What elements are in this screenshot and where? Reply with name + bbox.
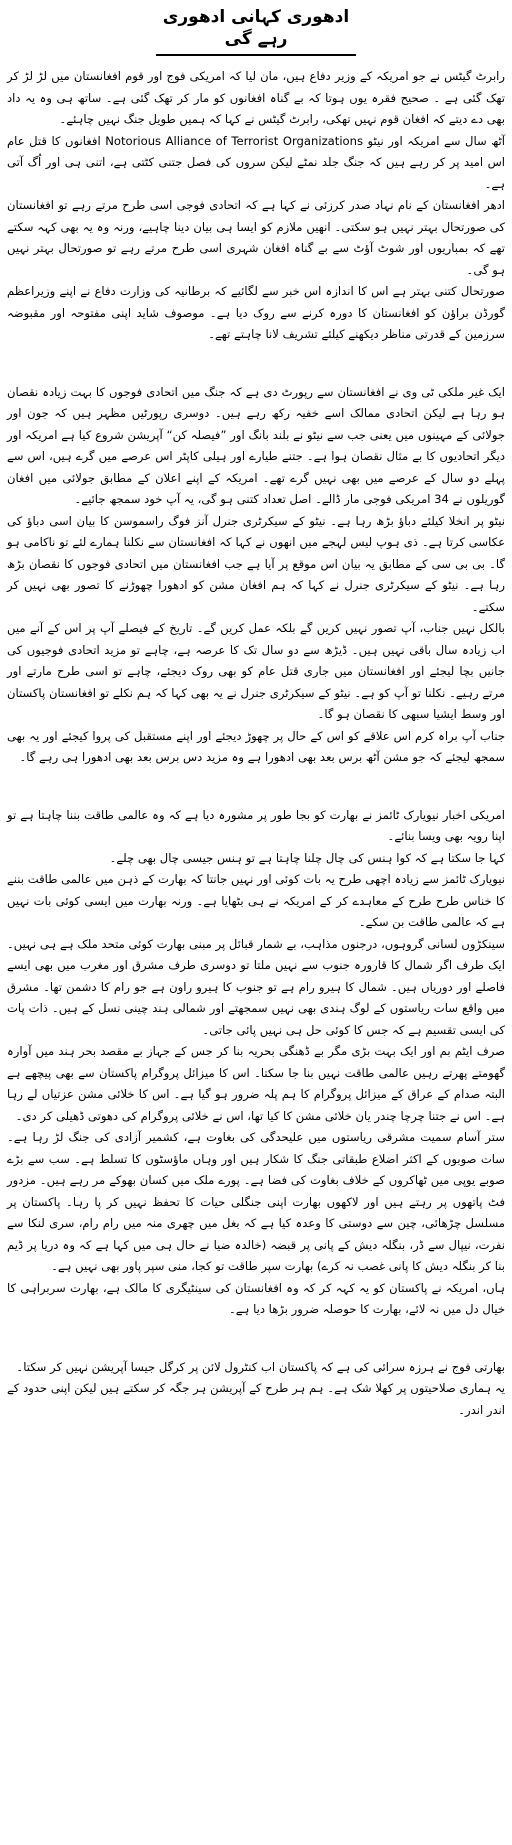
paragraph: رابرٹ گیٹس نے جو امریکہ کے وزیر دفاع ہیں، مان لیا کہ امریکی فوج اور قوم افغانستان میں لڑ لڑ کر تھک گئی ہے ۔ صحیح فقرہ یوں ہوتا کہ بے گناہ افغانوں کو مار کر تھک گئی ہے۔ ساتھ ہی وہ یہ داد بھی دے دیتے کہ افغان قوم نہیں تھکی، رابرٹ گیٹس نے کہا کہ ہمیں طویل جنگ نہیں چاہئے۔ xyxy=(7,69,505,126)
paragraph: آٹھ سال سے امریکہ اور نیٹو Notorious Alliance of Terrorist Organizations افغانوں کا قتل عام اس امید پر کر رہے ہیں کہ جنگ جلد نمٹے لیکن سروں کی فصل جتنی کٹتی ہے، اتنی ہی اور اُگ آتی ہے۔ xyxy=(7,133,505,191)
paragraph: صرف ایٹم بم اور ایک بہت بڑی مگر بے ڈھنگی بحریہ بنا کر جس کے جہاز بے مقصد بحر ہند میں آوارہ گھومتے پھرتے رہیں عالمی طاقت نہیں بنا جا سکتا۔ اس کا میزائل پروگرام پاکستان سے بھی پیچھے ہے البتہ صدام کے عراق کے میزائل پروگرام کا ہم پلہ ضرور ہو گیا ہے۔ اس کا خلائی مشن عزتیاں لے رہا ہے۔ اس نے جتنا چرچا چندر یان خلائی مشن کا کیا تھا، اس نے خلائی پروگرام کی دھوتی ڈھیلی کر دی۔ xyxy=(7,1044,505,1123)
section-3-india xyxy=(7,805,505,1321)
paragraph: کہا جا سکتا ہے کہ کوا ہنس کی چال چلنا چاہتا ہے تو ہنس جیسی چال بھی چلے۔ xyxy=(109,850,505,865)
paragraph: بالکل نہیں جناب، آپ تصور نہیں کریں گے بلکہ عمل کریں گے۔ تاریخ کے فیصلے آپ پر اس کے آنے میں اب زیادہ سال باقی نہیں ہیں۔ ڈیڑھ سے دو سال تک کا عرصہ ہے، چاہے تو مزید اتحادی فوجیوں کی جانیں بچا لیجئے اور افغانستان میں جاری قتل عام کو بھی روک دیجئے، چاہے تو اسی طرح مارتے اور مرتے رہیے۔ نکلنا تو آپ کو ہے۔ نیٹو کے سیکرٹری جنرل نے یہ بھی کہا کہ ہم نکلے تو افغانستان پاکستان اور وسط ایشیا سبھی کا نقصان ہو گا۔ xyxy=(7,621,505,721)
paragraph: امریکی اخبار نیویارک ٹائمز نے بھارت کو بجا طور پر مشورہ دیا ہے کہ وہ عالمی طاقت بننا چاہتا ہے تو اپنا رویہ بھی ویسا بنائے۔ xyxy=(7,807,505,843)
paragraph: بھارتی فوج نے ہرزہ سرائی کی ہے کہ پاکستان اب کنٹرول لائن پر کرگل جیسا آپریشن نہیں کر سکتا۔ xyxy=(16,1359,505,1374)
paragraph: یہ ہماری صلاحیتوں پر کھلا شک ہے۔ ہم ہر طرح کے آپریشن ہر جگہ کر سکتے ہیں لیکن اپنی حدود کے اندر اندر۔ xyxy=(7,1381,505,1417)
section-1-afghan-war xyxy=(7,66,505,346)
paragraph: سینکڑوں لسانی گروہوں، درجنوں مذاہب، بے شمار قبائل پر مبنی بھارت کوئی متحد ملک ہے ہی نہیں۔ ایک طرف اگر شمال کا قارورہ جنوب سے نہیں ملتا تو دوسری طرف مشرق اور مغرب میں بھی ایسے فاصلے اور دوریاں ہیں۔ شمال کا ہیرو رام ہے تو جنوب کا ہیرو راون ہے جو رام کا دشمن تھا۔ مشرق میں واقع سات ریاستوں کے لوگ ہندی بھی نہیں سمجھتے اور شمالی ہند چینی نسل کے ہیں۔ ذات پات کی ایسی تقسیم ہے کہ جس کا کوئی حل ہی نہیں پائی جاتی۔ xyxy=(7,936,505,1037)
paragraph: ہاں، امریکہ نے پاکستان کو یہ کہہ کر کہ وہ افغانستان کی سینٹیگری کا مالک ہے، بھارت سربراہی کا خیال دل میں نہ لائے، بھارت کا حوصلہ ضرور بڑھا دیا ہے۔ xyxy=(7,1280,505,1316)
paragraph: ادھر افغانستان کے نام نہاد صدر کرزئی نے کہا ہے کہ اتحادی فوجی اسی طرح مرتے رہے تو افغانستان کی صورتحال بہتر نہیں ہو سکتی۔ انھیں ملازم کو ایسا ہی بیان دینا چاہیے، ورنہ وہ یہ بھی کہہ سکتے تھے کہ بمباریوں اور شوٹ آؤٹ سے بے گناہ افغان شہری اسی طرح مرتے رہے تو صورتحال بہتر نہیں ہو گی۔ xyxy=(7,198,505,277)
paragraph: جناب آپ براہ کرم اس علاقے کو اس کے حال پر چھوڑ دیجئے اور اپنے مستقبل کی پروا کیجئے اور یہ بھی سمجھ لیجئے کہ جو مشن آٹھ برس بعد بھی ادھورا ہے وہ مزید دس برس بعد بھی ادھورا ہی رہے گا۔ xyxy=(7,728,505,764)
paragraph: ستر آسام سمیت مشرقی ریاستوں میں علیحدگی کی بغاوت ہے، کشمیر آزادی کی جنگ لڑ رہا ہے۔ سات صوبوں کے اکثر اضلاع طبقاتی جنگ کا شکار ہیں اور وہاں ماؤسٹوں کا تسلط ہے۔ سب سے بڑے صوبے یوپی میں ٹھاکروں کے خلاف بغاوت کی فضا ہے۔ پورے ملک میں کسان بھوکے مر رہے ہیں۔ مزدور فٹ پاتھوں پر رہتے ہیں اور لاکھوں بھارت اپنی جنگلی حیات کا تحفظ نہیں کر پا رہا۔ پاکستان پر مسلسل چڑھائی، چین سے دوستی کا وعدہ کیا ہے کہ بغل میں چھری منہ میں رام رام، سری لنکا سے نفرت، نیپال سے ڈر، بنگلہ دیش کے پانی پر قبضہ (خالدہ ضیا نے حال ہی میں کہا ہے کہ وہ دریا پر ڈیم بنا کر بنگلہ دیش کا پانی غصب نہ کرے) بھارت سپر طاقت تو کجا، منی سپر پاور بھی نہیں ہے۔ xyxy=(7,1130,505,1273)
paragraph: نیٹو پر انخلا کیلئے دباؤ بڑھ رہا ہے۔ نیٹو کے سیکرٹری جنرل آنز فوگ راسموسن کا بیان اسی دباؤ کی عکاسی کرتا ہے۔ ذی ہوپ لیس لہجے میں انھوں نے کہا کہ افغانستان سے نکلنا ہمارے لئے تو ناکامی ہو گا۔ بی بی سی کے مطابق یہ بیان اس موقع پر آیا ہے جب افغانستان میں اتحادی فوجوں کا نقصان بڑھ رہا ہے۔ نیٹو کے سیکرٹری جنرل نے کہا کہ ہم افغان مشن کو ادھورا چھوڑنے کا تصور بھی نہیں کر سکتے۔ xyxy=(7,513,505,614)
column-headline: ادھوری کہانی ادھوری رہے گی xyxy=(156,6,356,56)
paragraph: نیویارک ٹائمز سے زیادہ اچھی طرح یہ بات کوئی اور نہیں جانتا کہ بھارت کے ذہن میں عالمی طاقت بننے کا خناس طرح طرح کے معاہدے کر کے امریکہ نے ہی بٹھایا ہے۔ ورنہ بھارت میں ایسی کوئی بات نہیں ہے کہ عالمی طاقت بن سکے۔ xyxy=(7,872,505,929)
section-2-nato-losses xyxy=(7,382,505,769)
paragraph: ایک غیر ملکی ٹی وی نے افغانستان سے رپورٹ دی ہے کہ جنگ میں اتحادی فوجوں کا بہت زیادہ نقصان ہو رہا ہے لیکن اتحادی ممالک اسے خفیہ رکھ رہے ہیں۔ دوسری رپورٹیں مظہر ہیں کہ جون اور جولائی کے مہینوں میں یعنی جب سے نیٹو نے بلند بانگ اور ”فیصلہ کن“ آپریشن شروع کیا ہے امریکہ اور دیگر اتحادیوں کا بے مثال نقصان ہوا ہے۔ جتنے طیارے اور ہیلی کاپٹر اس عرصے میں گرے ہیں، اس سے پہلے دو سال کے عرصے میں بھی نہیں گرے تھے۔ امریکہ کے اپنے اعلان کے مطابق جولائی میں افغان گوریلوں نے 34 امریکی فوجی مار ڈالے۔ اصل تعداد کتنی ہو گی، یہ آپ خود سمجھ جائیے۔ xyxy=(7,384,505,506)
section-4-kargil xyxy=(7,1357,505,1422)
paragraph: صورتحال کتنی بہتر ہے اس کا اندازہ اس خبر سے لگائیے کہ برطانیہ کی وزارت دفاع نے اپنے وزیراعظم گورڈن براؤن کو افغانستان کا دورہ کرنے سے روک دیا ہے۔ موصوف شاید اپنی مفتوحہ اور مقبوضہ سرزمین کے قدرتی مناظر دیکھنے کیلئے تشریف لانا چاہتے تھے۔ xyxy=(7,284,505,341)
